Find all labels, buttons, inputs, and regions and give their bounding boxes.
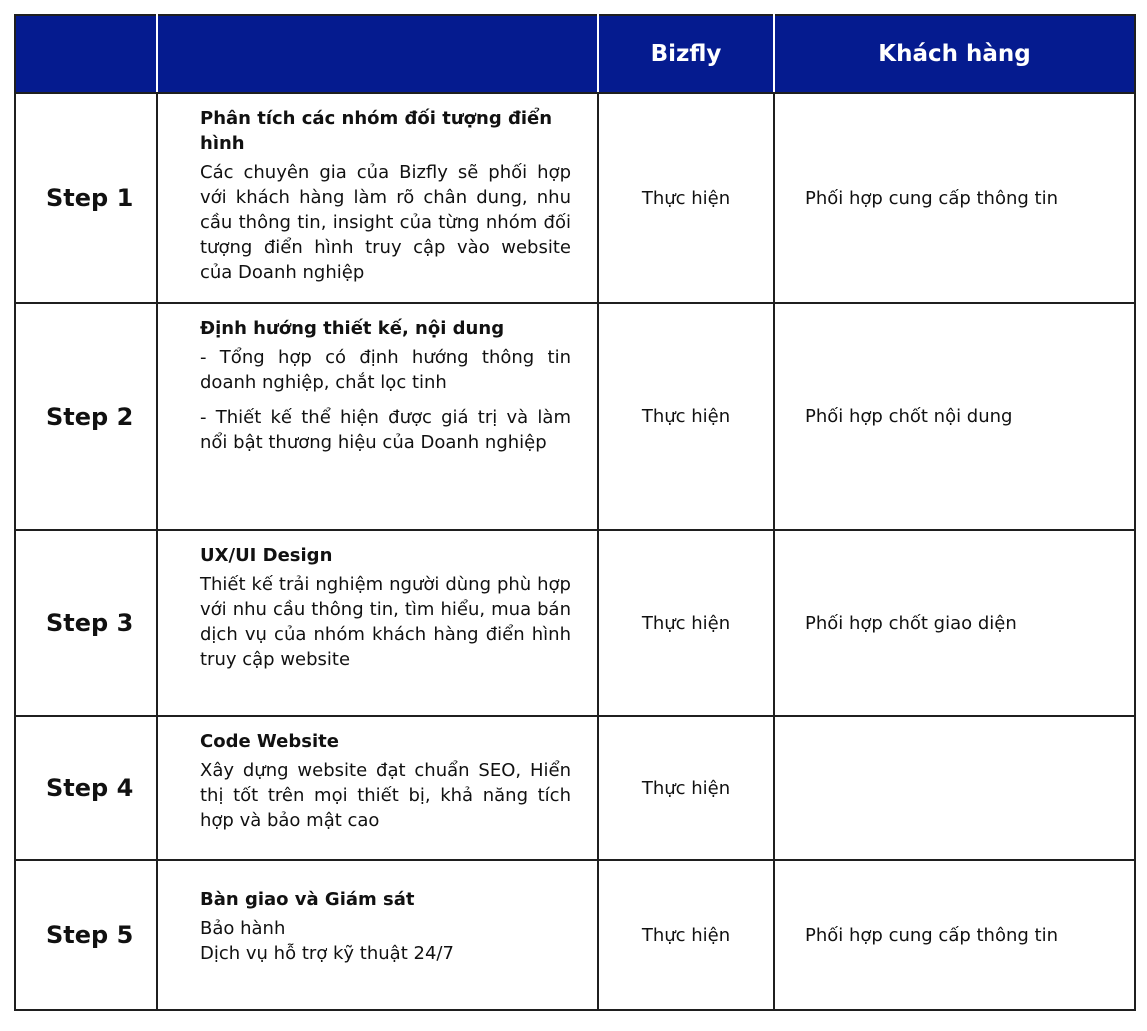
step-title: Code Website bbox=[200, 731, 339, 752]
customer-role: Phối hợp chốt nội dung bbox=[774, 303, 1135, 530]
bizfly-role: Thực hiện bbox=[598, 530, 774, 716]
step-detail: Dịch vụ hỗ trợ kỹ thuật 24/7 bbox=[200, 943, 454, 964]
customer-role: Phối hợp chốt giao diện bbox=[774, 530, 1135, 716]
step-description bbox=[157, 860, 598, 1010]
table-row bbox=[15, 530, 1135, 716]
header-bizfly: Bizfly bbox=[598, 15, 774, 93]
step-detail: Thiết kế trải nghiệm người dùng phù hợp với nhu cầu thông tin, tìm hiểu, mua bán dịch vụ của nhóm khách hàng điển hình truy cập website bbox=[200, 574, 571, 670]
header-description-column bbox=[157, 15, 598, 93]
customer-role: Phối hợp cung cấp thông tin bbox=[774, 860, 1135, 1010]
step-title: Phân tích các nhóm đối tượng điển hình bbox=[200, 108, 553, 154]
workflow-table bbox=[14, 14, 1136, 1011]
step-label: Step 2 bbox=[15, 303, 157, 530]
customer-role bbox=[774, 716, 1135, 860]
step-label: Step 3 bbox=[15, 530, 157, 716]
bizfly-role: Thực hiện bbox=[598, 716, 774, 860]
header-customer: Khách hàng bbox=[774, 15, 1135, 93]
step-description bbox=[157, 716, 598, 860]
table-row bbox=[15, 303, 1135, 530]
step-detail: - Tổng hợp có định hướng thông tin doanh nghiệp, chắt lọc tinh bbox=[200, 347, 571, 393]
step-detail: Bảo hành bbox=[200, 918, 286, 939]
step-detail: Các chuyên gia của Bizfly sẽ phối hợp với khách hàng làm rõ chân dung, nhu cầu thông tin, insight của từng nhóm đối tượng điển hình truy cập vào website của Doanh nghiệp bbox=[200, 162, 571, 283]
step-detail: Xây dựng website đạt chuẩn SEO, Hiển thị tốt trên mọi thiết bị, khả năng tích hợp và bảo mật cao bbox=[200, 760, 571, 831]
step-label: Step 5 bbox=[15, 860, 157, 1010]
step-description bbox=[157, 530, 598, 716]
step-description bbox=[157, 303, 598, 530]
table-row bbox=[15, 716, 1135, 860]
step-label: Step 4 bbox=[15, 716, 157, 860]
step-title: Định hướng thiết kế, nội dung bbox=[200, 318, 505, 339]
table-row bbox=[15, 93, 1135, 303]
step-title: UX/UI Design bbox=[200, 545, 333, 566]
step-detail: - Thiết kế thể hiện được giá trị và làm nổi bật thương hiệu của Doanh nghiệp bbox=[200, 407, 571, 453]
header-row bbox=[15, 15, 1135, 93]
table-row bbox=[15, 860, 1135, 1010]
bizfly-role: Thực hiện bbox=[598, 93, 774, 303]
header-step-column bbox=[15, 15, 157, 93]
bizfly-role: Thực hiện bbox=[598, 860, 774, 1010]
step-label: Step 1 bbox=[15, 93, 157, 303]
step-description bbox=[157, 93, 598, 303]
customer-role: Phối hợp cung cấp thông tin bbox=[774, 93, 1135, 303]
step-title: Bàn giao và Giám sát bbox=[200, 889, 415, 910]
bizfly-role: Thực hiện bbox=[598, 303, 774, 530]
